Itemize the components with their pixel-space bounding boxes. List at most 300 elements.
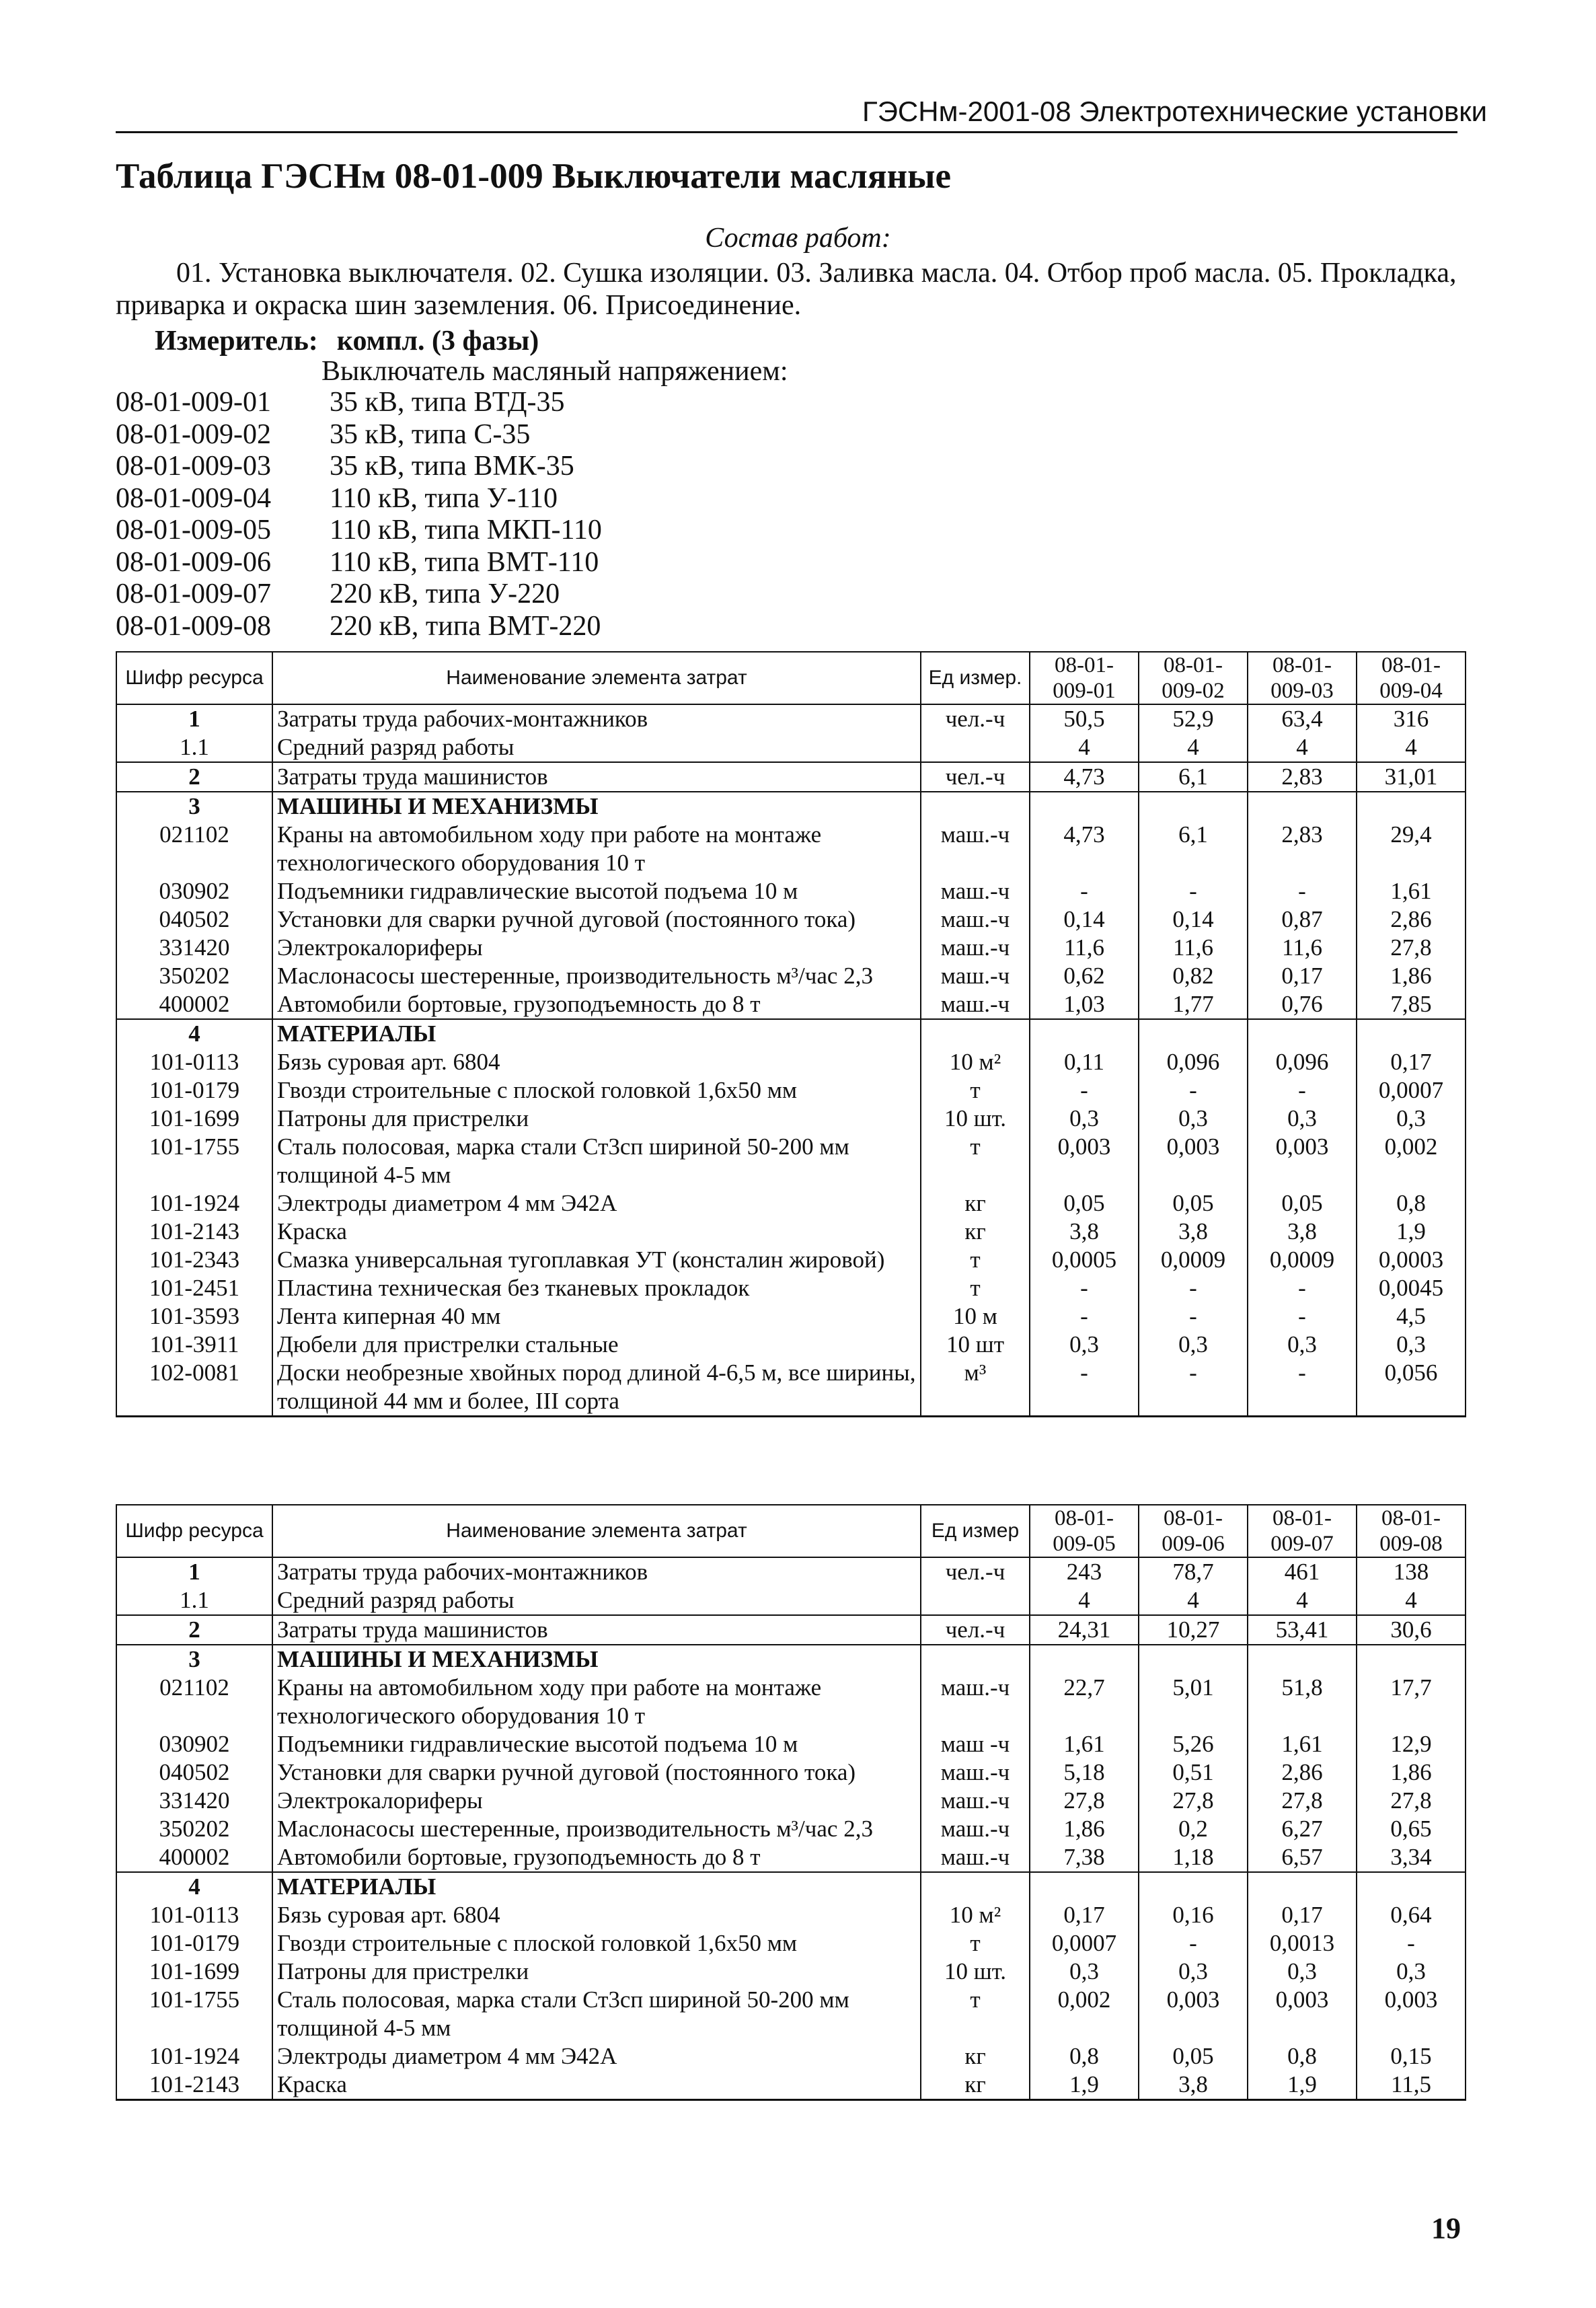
column-header: 08-01-009-08 xyxy=(1357,1505,1466,1557)
unit-cell: чел.-ч xyxy=(921,704,1030,733)
code-list-code: 08-01-009-02 xyxy=(116,418,271,450)
cost-element-name: Сталь полосовая, марка стали Ст3сп шириной 50-200 мм толщиной 4-5 мм xyxy=(272,1986,921,2042)
value-cell: - xyxy=(1139,1929,1248,1958)
value-cell: 0,05 xyxy=(1139,1189,1248,1218)
column-header: 08-01-009-07 xyxy=(1248,1505,1357,1557)
value-cell: 0,87 xyxy=(1248,905,1357,934)
cost-element-name: Краны на автомобильном ходу при работе на монтаже технологического оборудования 10 т xyxy=(272,1674,921,1730)
cost-element-name: Патроны для пристрелки xyxy=(272,1958,921,1986)
value-cell: 4 xyxy=(1248,733,1357,762)
value-cell: 0,3 xyxy=(1030,1958,1139,1986)
value-cell: 0,003 xyxy=(1139,1986,1248,2042)
unit-cell xyxy=(921,1645,1030,1674)
value-cell: 52,9 xyxy=(1139,704,1248,733)
column-header: 08-01-009-06 xyxy=(1139,1505,1248,1557)
unit-cell: кг xyxy=(921,2071,1030,2100)
value-cell: 0,3 xyxy=(1248,1331,1357,1359)
value-cell xyxy=(1139,1645,1248,1674)
value-cell: 6,1 xyxy=(1139,762,1248,792)
column-header: 08-01-009-05 xyxy=(1030,1505,1139,1557)
unit-cell: кг xyxy=(921,1218,1030,1246)
value-cell: 0,096 xyxy=(1139,1048,1248,1076)
value-cell: 461 xyxy=(1248,1557,1357,1586)
value-cell: 3,8 xyxy=(1248,1218,1357,1246)
code-list-code: 08-01-009-06 xyxy=(116,546,271,578)
value-cell: 0,002 xyxy=(1357,1133,1466,1189)
value-cell xyxy=(1248,1872,1357,1901)
resource-code: 030902 xyxy=(116,877,272,905)
value-cell: - xyxy=(1248,1302,1357,1331)
codes-subheading: Выключатель масляный напряжением: xyxy=(321,356,788,387)
table-row xyxy=(116,1730,1466,1758)
measure-value: компл. (3 фазы) xyxy=(336,326,539,357)
value-cell xyxy=(1248,1019,1357,1048)
value-cell: 0,0003 xyxy=(1357,1246,1466,1274)
value-cell: 1,18 xyxy=(1139,1843,1248,1872)
table-row xyxy=(116,1105,1466,1133)
cost-element-name: Затраты труда рабочих-монтажников xyxy=(272,1557,921,1586)
table-row xyxy=(116,1302,1466,1331)
value-cell: 7,38 xyxy=(1030,1843,1139,1872)
cost-element-name: Подъемники гидравлические высотой подъема 10 м xyxy=(272,877,921,905)
value-cell: 3,34 xyxy=(1357,1843,1466,1872)
cost-element-name: Маслонасосы шестеренные, производительность м³/час 2,3 xyxy=(272,1815,921,1843)
resource-code: 101-0113 xyxy=(116,1048,272,1076)
value-cell xyxy=(1357,1872,1466,1901)
value-cell: 0,0009 xyxy=(1139,1246,1248,1274)
value-cell: 30,6 xyxy=(1357,1615,1466,1645)
value-cell: 6,57 xyxy=(1248,1843,1357,1872)
cost-element-name: Смазка универсальная тугоплавкая УТ (консталин жировой) xyxy=(272,1246,921,1274)
resource-code: 101-1755 xyxy=(116,1986,272,2042)
code-list-desc: 110 кВ, типа МКП-110 xyxy=(330,515,602,546)
resource-code: 101-1924 xyxy=(116,1189,272,1218)
cost-element-name: Лента киперная 40 мм xyxy=(272,1302,921,1331)
resource-code: 101-1924 xyxy=(116,2042,272,2071)
cost-element-name: Автомобили бортовые, грузоподъемность до 8 т xyxy=(272,990,921,1019)
cost-element-name: Доски необрезные хвойных пород длиной 4-6,5 м, все ширины, толщиной 44 мм и более, III сорта xyxy=(272,1359,921,1417)
unit-cell xyxy=(921,1872,1030,1901)
table-row xyxy=(116,1615,1466,1645)
value-cell: 4,73 xyxy=(1030,762,1139,792)
value-cell: 0,82 xyxy=(1139,962,1248,990)
value-cell xyxy=(1357,1019,1466,1048)
resource-code: 2 xyxy=(116,1615,272,1645)
value-cell: 4,73 xyxy=(1030,821,1139,877)
value-cell: 0,002 xyxy=(1030,1986,1139,2042)
unit-cell: маш.-ч xyxy=(921,905,1030,934)
value-cell: - xyxy=(1139,877,1248,905)
value-cell: - xyxy=(1030,1302,1139,1331)
value-cell: 0,3 xyxy=(1357,1105,1466,1133)
value-cell: - xyxy=(1139,1274,1248,1302)
value-cell: 78,7 xyxy=(1139,1557,1248,1586)
table-row xyxy=(116,1331,1466,1359)
cost-element-name: Средний разряд работы xyxy=(272,1586,921,1615)
resource-code: 400002 xyxy=(116,990,272,1019)
value-cell: 0,0007 xyxy=(1357,1076,1466,1105)
value-cell: 1,86 xyxy=(1357,962,1466,990)
unit-cell: маш.-ч xyxy=(921,877,1030,905)
value-cell: 53,41 xyxy=(1248,1615,1357,1645)
unit-cell: чел.-ч xyxy=(921,762,1030,792)
value-cell: 0,05 xyxy=(1139,2042,1248,2071)
resource-code: 101-3593 xyxy=(116,1302,272,1331)
value-cell: 1,86 xyxy=(1030,1815,1139,1843)
table-row xyxy=(116,704,1466,733)
table-row xyxy=(116,1218,1466,1246)
value-cell: 17,7 xyxy=(1357,1674,1466,1730)
code-list xyxy=(116,386,602,642)
resource-code: 101-3911 xyxy=(116,1331,272,1359)
code-list-code: 08-01-009-04 xyxy=(116,482,271,514)
value-cell: 0,8 xyxy=(1030,2042,1139,2071)
table-row xyxy=(116,1929,1466,1958)
resource-code: 331420 xyxy=(116,934,272,962)
resource-code: 1 xyxy=(116,1557,272,1586)
code-list-desc: 35 кВ, типа ВТД-35 xyxy=(330,387,565,418)
table-title: Таблица ГЭСНм 08-01-009 Выключатели масляные xyxy=(116,157,952,196)
resource-code: 1.1 xyxy=(116,733,272,762)
unit-cell: маш.-ч xyxy=(921,934,1030,962)
resource-code: 101-2143 xyxy=(116,1218,272,1246)
value-cell: - xyxy=(1139,1076,1248,1105)
value-cell: 1,77 xyxy=(1139,990,1248,1019)
table-row xyxy=(116,962,1466,990)
table-row xyxy=(116,990,1466,1019)
value-cell: 0,003 xyxy=(1139,1133,1248,1189)
value-cell: 0,17 xyxy=(1030,1901,1139,1929)
value-cell: 4 xyxy=(1030,733,1139,762)
value-cell xyxy=(1030,1019,1139,1048)
unit-cell: 10 м xyxy=(921,1302,1030,1331)
resource-table-2 xyxy=(116,1504,1466,2101)
resource-code: 101-1699 xyxy=(116,1105,272,1133)
unit-cell: 10 шт. xyxy=(921,1105,1030,1133)
value-cell xyxy=(1357,792,1466,821)
code-list-code: 08-01-009-03 xyxy=(116,451,271,482)
resource-code: 101-2143 xyxy=(116,2071,272,2100)
code-list-item xyxy=(116,578,602,610)
column-header: 08-01-009-04 xyxy=(1357,652,1466,704)
table-row xyxy=(116,762,1466,792)
value-cell: 27,8 xyxy=(1139,1787,1248,1815)
value-cell: 27,8 xyxy=(1248,1787,1357,1815)
table-row xyxy=(116,905,1466,934)
table-row xyxy=(116,1787,1466,1815)
table-row xyxy=(116,792,1466,821)
cost-element-name: Краска xyxy=(272,2071,921,2100)
cost-element-name: Затраты труда машинистов xyxy=(272,762,921,792)
value-cell: 5,18 xyxy=(1030,1758,1139,1787)
table-header-row xyxy=(116,652,1466,704)
cost-element-name: Маслонасосы шестеренные, производительность м³/час 2,3 xyxy=(272,962,921,990)
value-cell: 0,096 xyxy=(1248,1048,1357,1076)
table-row xyxy=(116,1359,1466,1417)
unit-cell: т xyxy=(921,1274,1030,1302)
code-list-item xyxy=(116,482,602,515)
column-header: 08-01-009-01 xyxy=(1030,652,1139,704)
unit-cell xyxy=(921,792,1030,821)
value-cell: 22,7 xyxy=(1030,1674,1139,1730)
value-cell: - xyxy=(1248,1274,1357,1302)
unit-cell xyxy=(921,733,1030,762)
value-cell: - xyxy=(1248,1076,1357,1105)
value-cell: 5,01 xyxy=(1139,1674,1248,1730)
table-row xyxy=(116,1133,1466,1189)
table-row xyxy=(116,1843,1466,1872)
resource-code: 350202 xyxy=(116,1815,272,1843)
column-header: 08-01-009-03 xyxy=(1248,652,1357,704)
value-cell: 4 xyxy=(1357,1586,1466,1615)
code-list-code: 08-01-009-07 xyxy=(116,579,271,609)
value-cell: 27,8 xyxy=(1357,1787,1466,1815)
value-cell: 29,4 xyxy=(1357,821,1466,877)
value-cell: 1,86 xyxy=(1357,1758,1466,1787)
column-header: Шифр ресурса xyxy=(116,652,272,704)
unit-cell: маш.-ч xyxy=(921,990,1030,1019)
cost-element-name: Электрокалориферы xyxy=(272,1787,921,1815)
unit-cell: чел.-ч xyxy=(921,1557,1030,1586)
cost-element-name: Автомобили бортовые, грузоподъемность до 8 т xyxy=(272,1843,921,1872)
value-cell: 27,8 xyxy=(1357,934,1466,962)
value-cell: 0,16 xyxy=(1139,1901,1248,1929)
code-list-desc: 110 кВ, типа У-110 xyxy=(330,482,558,514)
value-cell: 10,27 xyxy=(1139,1615,1248,1645)
running-header: ГЭСНм-2001-08 Электротехнические установки xyxy=(862,96,1488,127)
value-cell: 6,27 xyxy=(1248,1815,1357,1843)
resource-code: 3 xyxy=(116,792,272,821)
composition-label: Состав работ: xyxy=(705,223,891,254)
value-cell: 0,3 xyxy=(1357,1958,1466,1986)
table-row xyxy=(116,1758,1466,1787)
table-row xyxy=(116,2042,1466,2071)
value-cell: 2,86 xyxy=(1357,905,1466,934)
unit-cell: маш.-ч xyxy=(921,821,1030,877)
measure-line xyxy=(155,325,539,357)
value-cell: 0,0005 xyxy=(1030,1246,1139,1274)
value-cell: - xyxy=(1248,877,1357,905)
cost-element-name: Затраты труда машинистов xyxy=(272,1615,921,1645)
value-cell: 2,83 xyxy=(1248,762,1357,792)
value-cell: 1,03 xyxy=(1030,990,1139,1019)
unit-cell: т xyxy=(921,1246,1030,1274)
value-cell: 0,2 xyxy=(1139,1815,1248,1843)
value-cell: 11,6 xyxy=(1030,934,1139,962)
cost-element-name: Бязь суровая арт. 6804 xyxy=(272,1901,921,1929)
resource-code: 101-0179 xyxy=(116,1929,272,1958)
value-cell: 0,0045 xyxy=(1357,1274,1466,1302)
value-cell: 4,5 xyxy=(1357,1302,1466,1331)
value-cell: 0,003 xyxy=(1357,1986,1466,2042)
value-cell: 0,14 xyxy=(1030,905,1139,934)
unit-cell: маш.-ч xyxy=(921,1787,1030,1815)
unit-cell: 10 м² xyxy=(921,1901,1030,1929)
unit-cell: т xyxy=(921,1133,1030,1189)
resource-code: 101-0179 xyxy=(116,1076,272,1105)
unit-cell: т xyxy=(921,1076,1030,1105)
table-row xyxy=(116,733,1466,762)
cost-element-name: Электроды диаметром 4 мм Э42А xyxy=(272,2042,921,2071)
table-row xyxy=(116,1674,1466,1730)
value-cell: 0,14 xyxy=(1139,905,1248,934)
resource-table-1 xyxy=(116,651,1466,1417)
value-cell: 27,8 xyxy=(1030,1787,1139,1815)
value-cell: 31,01 xyxy=(1357,762,1466,792)
table-row xyxy=(116,1019,1466,1048)
resource-code: 4 xyxy=(116,1872,272,1901)
table-row xyxy=(116,1645,1466,1674)
header-rule xyxy=(116,131,1457,133)
cost-element-name: Средний разряд работы xyxy=(272,733,921,762)
code-list-desc: 35 кВ, типа С-35 xyxy=(330,418,531,450)
table-row xyxy=(116,1246,1466,1274)
value-cell: 0,3 xyxy=(1357,1331,1466,1359)
table-row xyxy=(116,1815,1466,1843)
value-cell: 0,3 xyxy=(1030,1105,1139,1133)
unit-cell: 10 шт. xyxy=(921,1958,1030,1986)
value-cell: 11,6 xyxy=(1139,934,1248,962)
unit-cell: кг xyxy=(921,1189,1030,1218)
resource-code: 102-0081 xyxy=(116,1359,272,1417)
value-cell: 0,003 xyxy=(1248,1133,1357,1189)
value-cell: 2,86 xyxy=(1248,1758,1357,1787)
value-cell: 24,31 xyxy=(1030,1615,1139,1645)
resource-code: 101-2343 xyxy=(116,1246,272,1274)
unit-cell: маш.-ч xyxy=(921,1674,1030,1730)
value-cell: 4 xyxy=(1139,733,1248,762)
value-cell: 0,0009 xyxy=(1248,1246,1357,1274)
code-list-item xyxy=(116,450,602,482)
resource-code: 040502 xyxy=(116,905,272,934)
cost-element-name: Краны на автомобильном ходу при работе на монтаже технологического оборудования 10 т xyxy=(272,821,921,877)
resource-code: 021102 xyxy=(116,1674,272,1730)
value-cell: 0,17 xyxy=(1248,962,1357,990)
cost-element-name: МАТЕРИАЛЫ xyxy=(272,1019,921,1048)
table-row xyxy=(116,1901,1466,1929)
value-cell: 63,4 xyxy=(1248,704,1357,733)
value-cell: - xyxy=(1357,1929,1466,1958)
code-list-item xyxy=(116,514,602,546)
cost-element-name: Подъемники гидравлические высотой подъема 10 м xyxy=(272,1730,921,1758)
cost-element-name: Электрокалориферы xyxy=(272,934,921,962)
unit-cell: кг xyxy=(921,2042,1030,2071)
resource-code: 3 xyxy=(116,1645,272,1674)
resource-code: 030902 xyxy=(116,1730,272,1758)
value-cell: 138 xyxy=(1357,1557,1466,1586)
cost-element-name: Дюбели для пристрелки стальные xyxy=(272,1331,921,1359)
code-list-item xyxy=(116,610,602,642)
value-cell xyxy=(1139,1019,1248,1048)
value-cell: 0,3 xyxy=(1139,1105,1248,1133)
value-cell xyxy=(1030,1645,1139,1674)
cost-element-name: Сталь полосовая, марка стали Ст3сп шириной 50-200 мм толщиной 4-5 мм xyxy=(272,1133,921,1189)
page-number: 19 xyxy=(1431,2212,1461,2245)
value-cell: 4 xyxy=(1248,1586,1357,1615)
value-cell: 0,056 xyxy=(1357,1359,1466,1417)
table-row xyxy=(116,1958,1466,1986)
value-cell xyxy=(1248,792,1357,821)
value-cell: 1,61 xyxy=(1357,877,1466,905)
resource-code: 040502 xyxy=(116,1758,272,1787)
code-list-item xyxy=(116,546,602,579)
unit-cell: маш -ч xyxy=(921,1730,1030,1758)
value-cell: 0,11 xyxy=(1030,1048,1139,1076)
value-cell: 0,64 xyxy=(1357,1901,1466,1929)
value-cell: 0,003 xyxy=(1030,1133,1139,1189)
table-row xyxy=(116,1076,1466,1105)
value-cell: - xyxy=(1139,1359,1248,1417)
table-row xyxy=(116,1557,1466,1586)
unit-cell: маш.-ч xyxy=(921,1815,1030,1843)
column-header: 08-01-009-02 xyxy=(1139,652,1248,704)
value-cell: - xyxy=(1030,1076,1139,1105)
value-cell: 11,5 xyxy=(1357,2071,1466,2100)
resource-code: 2 xyxy=(116,762,272,792)
cost-element-name: Установки для сварки ручной дуговой (постоянного тока) xyxy=(272,905,921,934)
value-cell xyxy=(1357,1645,1466,1674)
resource-code: 101-0113 xyxy=(116,1901,272,1929)
resource-code: 1.1 xyxy=(116,1586,272,1615)
table-row xyxy=(116,934,1466,962)
value-cell: 5,26 xyxy=(1139,1730,1248,1758)
value-cell: 50,5 xyxy=(1030,704,1139,733)
unit-cell xyxy=(921,1019,1030,1048)
resource-code: 400002 xyxy=(116,1843,272,1872)
value-cell: - xyxy=(1030,877,1139,905)
unit-cell: маш.-ч xyxy=(921,962,1030,990)
value-cell xyxy=(1030,792,1139,821)
table-header-row xyxy=(116,1505,1466,1557)
value-cell: 0,51 xyxy=(1139,1758,1248,1787)
column-header: Наименование элемента затрат xyxy=(272,1505,921,1557)
column-header: Ед измер xyxy=(921,1505,1030,1557)
value-cell: 0,76 xyxy=(1248,990,1357,1019)
code-list-code: 08-01-009-08 xyxy=(116,610,271,642)
value-cell: 0,8 xyxy=(1248,2042,1357,2071)
unit-cell: м³ xyxy=(921,1359,1030,1417)
table-row xyxy=(116,1986,1466,2042)
cost-element-name: Пластина техническая без тканевых прокладок xyxy=(272,1274,921,1302)
table-row xyxy=(116,1048,1466,1076)
value-cell: 6,1 xyxy=(1139,821,1248,877)
value-cell: 0,3 xyxy=(1139,1331,1248,1359)
unit-cell: маш.-ч xyxy=(921,1843,1030,1872)
value-cell: 0,3 xyxy=(1139,1958,1248,1986)
cost-element-name: МАШИНЫ И МЕХАНИЗМЫ xyxy=(272,792,921,821)
unit-cell: т xyxy=(921,1929,1030,1958)
resource-code: 101-2451 xyxy=(116,1274,272,1302)
value-cell: 0,3 xyxy=(1248,1958,1357,1986)
cost-element-name: Гвозди строительные с плоской головкой 1,6х50 мм xyxy=(272,1929,921,1958)
cost-element-name: МАТЕРИАЛЫ xyxy=(272,1872,921,1901)
unit-cell: т xyxy=(921,1986,1030,2042)
cost-element-name: Затраты труда рабочих-монтажников xyxy=(272,704,921,733)
table-row xyxy=(116,1274,1466,1302)
code-list-desc: 35 кВ, типа ВМК-35 xyxy=(330,451,574,482)
value-cell: 12,9 xyxy=(1357,1730,1466,1758)
resource-code: 1 xyxy=(116,704,272,733)
value-cell: 1,9 xyxy=(1248,2071,1357,2100)
value-cell: 1,61 xyxy=(1030,1730,1139,1758)
cost-element-name: Гвозди строительные с плоской головкой 1,6х50 мм xyxy=(272,1076,921,1105)
value-cell: 0,65 xyxy=(1357,1815,1466,1843)
unit-cell: чел.-ч xyxy=(921,1615,1030,1645)
value-cell: 0,15 xyxy=(1357,2042,1466,2071)
value-cell: - xyxy=(1030,1274,1139,1302)
value-cell: 4 xyxy=(1357,733,1466,762)
cost-element-name: Патроны для пристрелки xyxy=(272,1105,921,1133)
